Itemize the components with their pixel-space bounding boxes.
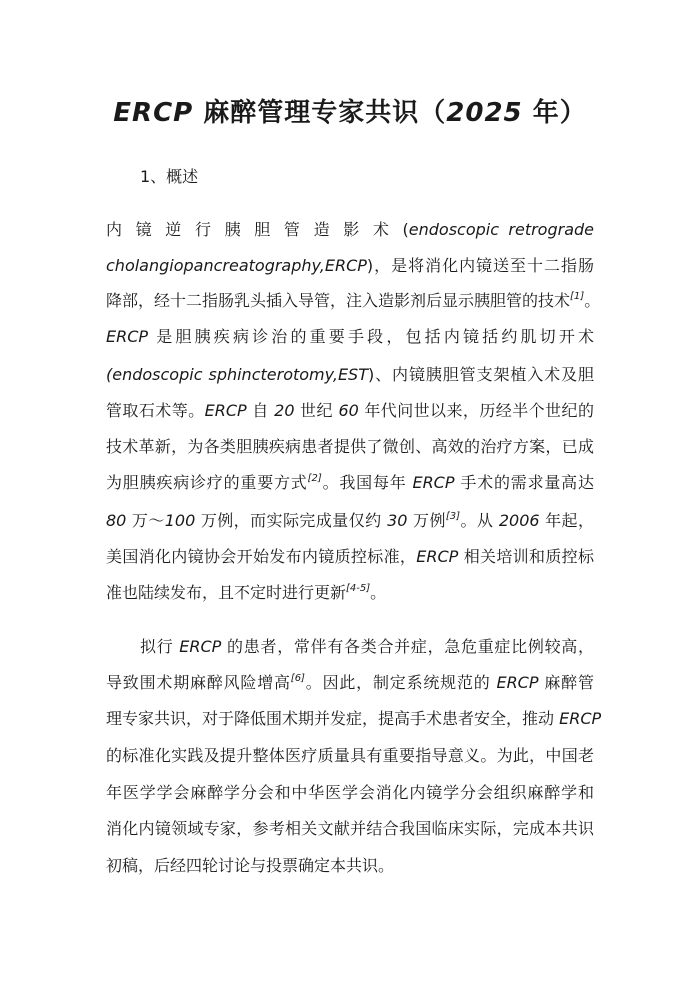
body-text: 万例，而实际完成量仅约	[195, 511, 388, 530]
citation-ref: [3]	[445, 511, 461, 522]
latin-text: ERCP	[106, 327, 149, 346]
text-line	[106, 672, 594, 694]
text-line	[106, 510, 594, 532]
body-text: 麻醉管	[538, 673, 594, 692]
body-text: 。从	[460, 511, 499, 530]
text-line	[106, 745, 594, 767]
body-text: 万～	[126, 511, 165, 530]
body-text: 消化内镜领域专家，参考相关文献并结合我国临床实际，完成本共识	[106, 819, 594, 838]
latin-text: 30	[387, 511, 408, 530]
body-text: 准也陆续发布，且不定时进行更新	[106, 583, 347, 602]
body-text: 年起，	[539, 511, 594, 530]
latin-text: ERCP	[179, 637, 222, 656]
body-text: 降部，经十二指肠乳头插入导管，注入造影剂后显示胰胆管的技术	[106, 291, 571, 310]
body-text: )、内镜胰胆管支架植入术及胆	[367, 365, 594, 384]
body-text: 初稿，后经四轮讨论与投票确定本共识。	[106, 856, 395, 875]
body-text: 。因此，制定系统规范的	[304, 673, 497, 692]
latin-text: 2006	[498, 511, 540, 530]
text-line	[106, 436, 594, 458]
citation-ref: [1]	[570, 291, 585, 302]
body-text: 年代问世以来，历经半个世纪的	[358, 401, 594, 420]
body-text: 。	[370, 583, 387, 602]
latin-text: cholangiopancreatography,ERCP	[106, 256, 367, 275]
body-text: 的标准化实践及提升整体医疗质量具有重要指导意义。为此，中国老	[106, 746, 594, 765]
text-line	[106, 400, 594, 422]
body-text: 年医学学会麻醉学分会和中华医学会消化内镜学分会组织麻醉学和	[106, 783, 594, 802]
body-text: 导致围术期麻醉风险增高	[106, 673, 291, 692]
latin-text: 80	[106, 511, 127, 530]
body-text: 的患者，常伴有各类合并症，急危重症比例较高，	[221, 637, 594, 656]
body-text: 为胆胰疾病诊疗的重要方式	[106, 473, 308, 492]
body-text: 美国消化内镜协会开始发布内镜质控标准，	[106, 547, 417, 566]
body-text: 万例	[407, 511, 446, 530]
body-text: 内 镜 逆 行 胰 胆 管 造 影 术 (	[106, 220, 409, 239]
text-line	[106, 818, 594, 840]
latin-text: 20	[274, 401, 295, 420]
text-line	[106, 290, 601, 312]
text-line	[106, 582, 594, 604]
body-text: 拟行	[140, 637, 180, 656]
body-text: 自	[246, 401, 275, 420]
text-line	[106, 855, 594, 877]
title-year: 2025	[446, 98, 523, 128]
latin-text: ERCP	[416, 547, 459, 566]
citation-ref: [2]	[307, 473, 322, 484]
text-line	[106, 255, 594, 277]
citation-ref: [4-5]	[346, 583, 371, 594]
citation-ref: [6]	[290, 673, 305, 684]
title-year-suffix: 年）	[522, 98, 587, 128]
body-text: 理专家共识，对于降低围术期并发症，提高手术患者安全，推动	[106, 709, 560, 728]
text-line	[140, 636, 594, 658]
text-line	[106, 364, 594, 386]
body-text: )，是将消化内镜送至十二指肠	[366, 256, 594, 275]
body-text: 。	[584, 291, 601, 310]
title-ercp: ERCP	[113, 98, 194, 128]
document-title	[0, 92, 700, 129]
body-text: 技术革新，为各类胆胰疾病患者提供了微创、高效的治疗方案，已成	[106, 437, 594, 456]
body-text: 手术的需求量高达	[454, 473, 594, 492]
latin-text: 60	[338, 401, 359, 420]
latin-text: endoscopic retrograde	[408, 220, 595, 239]
text-line	[106, 219, 594, 241]
latin-text: ERCP	[496, 673, 539, 692]
text-line	[106, 326, 594, 348]
text-line	[106, 472, 594, 494]
latin-text: ERCP	[204, 401, 247, 420]
text-line	[106, 708, 602, 730]
body-text: 管取石术等。	[106, 401, 205, 420]
body-text: 相关培训和质控标	[458, 547, 594, 566]
text-line	[106, 782, 594, 804]
latin-text: 100	[164, 511, 196, 530]
text-line	[106, 546, 594, 568]
body-text: 世纪	[294, 401, 339, 420]
latin-text: (endoscopic sphincterotomy,EST	[106, 365, 368, 384]
body-text: 是胆胰疾病诊治的重要手段，包括内镜括约肌切开术	[148, 327, 594, 346]
latin-text: ERCP	[559, 709, 602, 728]
latin-text: ERCP	[412, 473, 455, 492]
section-heading: 1、概述	[140, 167, 199, 186]
title-text: 麻醉管理专家共识（	[193, 98, 447, 128]
body-text: 。我国每年	[321, 473, 413, 492]
